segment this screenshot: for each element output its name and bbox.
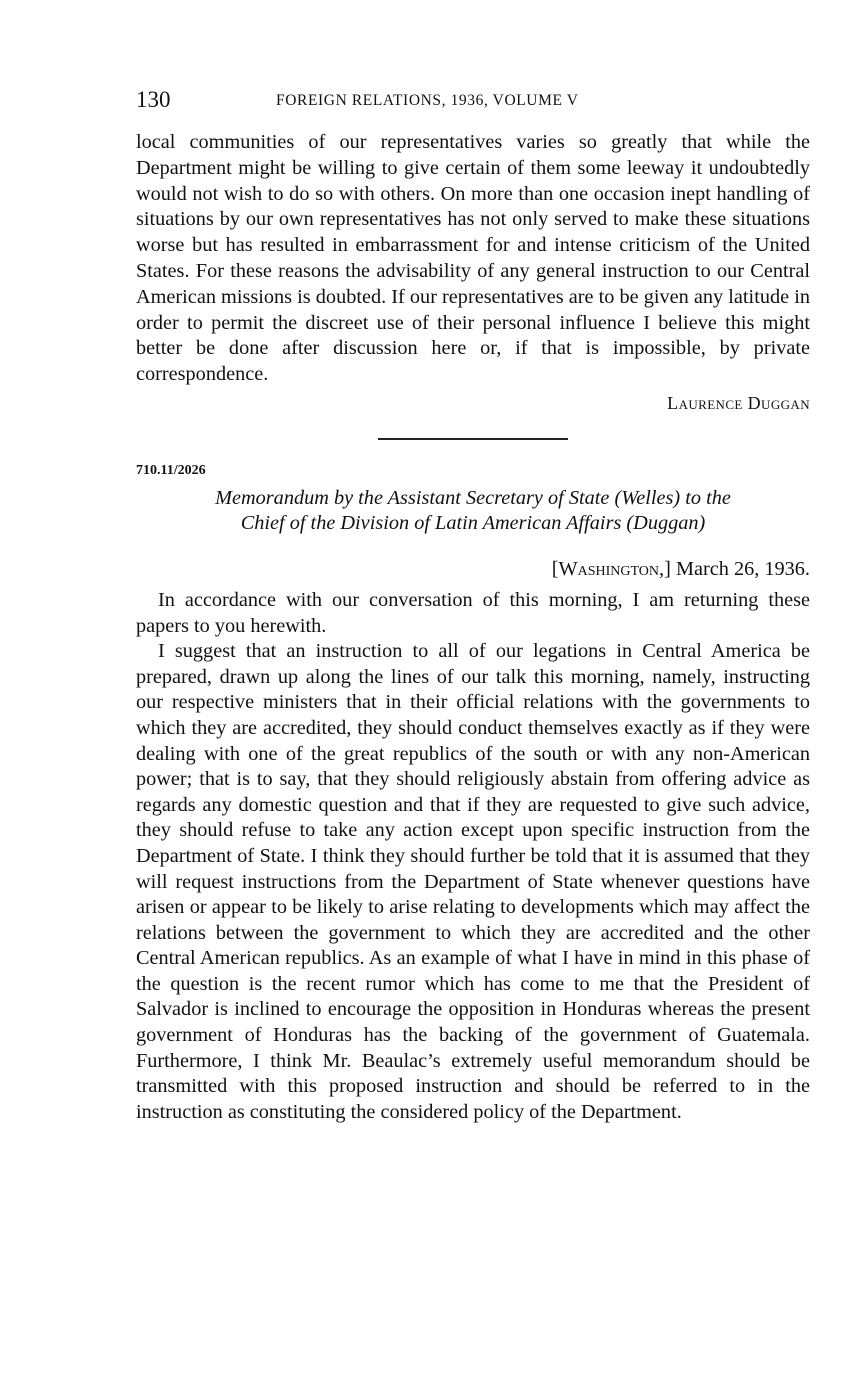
dateline-place: [Washington,] — [551, 557, 671, 580]
dateline-date: March 26, 1936. — [675, 557, 810, 580]
document-title-line-2: Chief of the Division of Latin American Affairs (Duggan) — [240, 511, 706, 534]
continuation-paragraph: local communities of our representatives varies so greatly that while the Department might be willing to give certain of them some leeway it undoubtedly would not wish to do so with others. On more than one occasion inept handling of situations by our own representatives has not only served to make these situations worse but has resulted in embarrassment for and intense criticism of the United States. For these reasons the advisability of any general instruction to our Central American missions is doubted. If our representatives are to be given any latitude in order to permit the discreet use of their personal influence I believe this might better be done after discussion here or, if that is impossible, by private correspondence. — [136, 131, 810, 386]
document-title-line-1: Memorandum by the Assistant Secretary of State (Welles) to the — [215, 486, 731, 509]
file-number: 710.11/2026 — [136, 462, 206, 478]
dateline — [136, 556, 810, 582]
signature: Laurence Duggan — [667, 392, 810, 413]
running-head — [136, 86, 810, 114]
section-divider — [378, 438, 568, 440]
document-title — [136, 486, 810, 536]
running-head-title: FOREIGN RELATIONS, 1936, VOLUME V — [276, 92, 579, 109]
memo-paragraph-1: In accordance with our conversation of this morning, I am returning these papers to you herewith. — [136, 588, 810, 637]
memo-paragraph-2: I suggest that an instruction to all of our legations in Central America be prepared, drawn up along the lines of our talk this morning, namely, instructing our respective ministers that in their official relations with the governments to which they are accredited, they should conduct themselves exactly as if they were dealing with one of the great republics of the south or with any non-American power; that is to say, that they should religiously abstain from offering advice as regards any domestic question and that if they are requested to give such advice, they should refuse to take any action except upon specific instruction from the Department of State. I think they should further be told that it is assumed that they will request instructions from the Department of State whenever questions have arisen or appear to be likely to arise relating to developments which may affect the relations between the government to which they are accredited and the other Central American republics. As an example of what I have in mind in this phase of the question is the recent rumor which has come to me that the President of Salvador is inclined to encourage the opposition in Honduras whereas the present government of Honduras has the backing of the government of Guatemala. Furthermore, I think Mr. Beaulac’s extremely useful memorandum should be transmitted with this proposed instruction and should be referred to in the instruction as constituting the considered policy of the Department. — [136, 640, 810, 1123]
document-page — [136, 86, 810, 1125]
page-number: 130 — [136, 87, 171, 112]
